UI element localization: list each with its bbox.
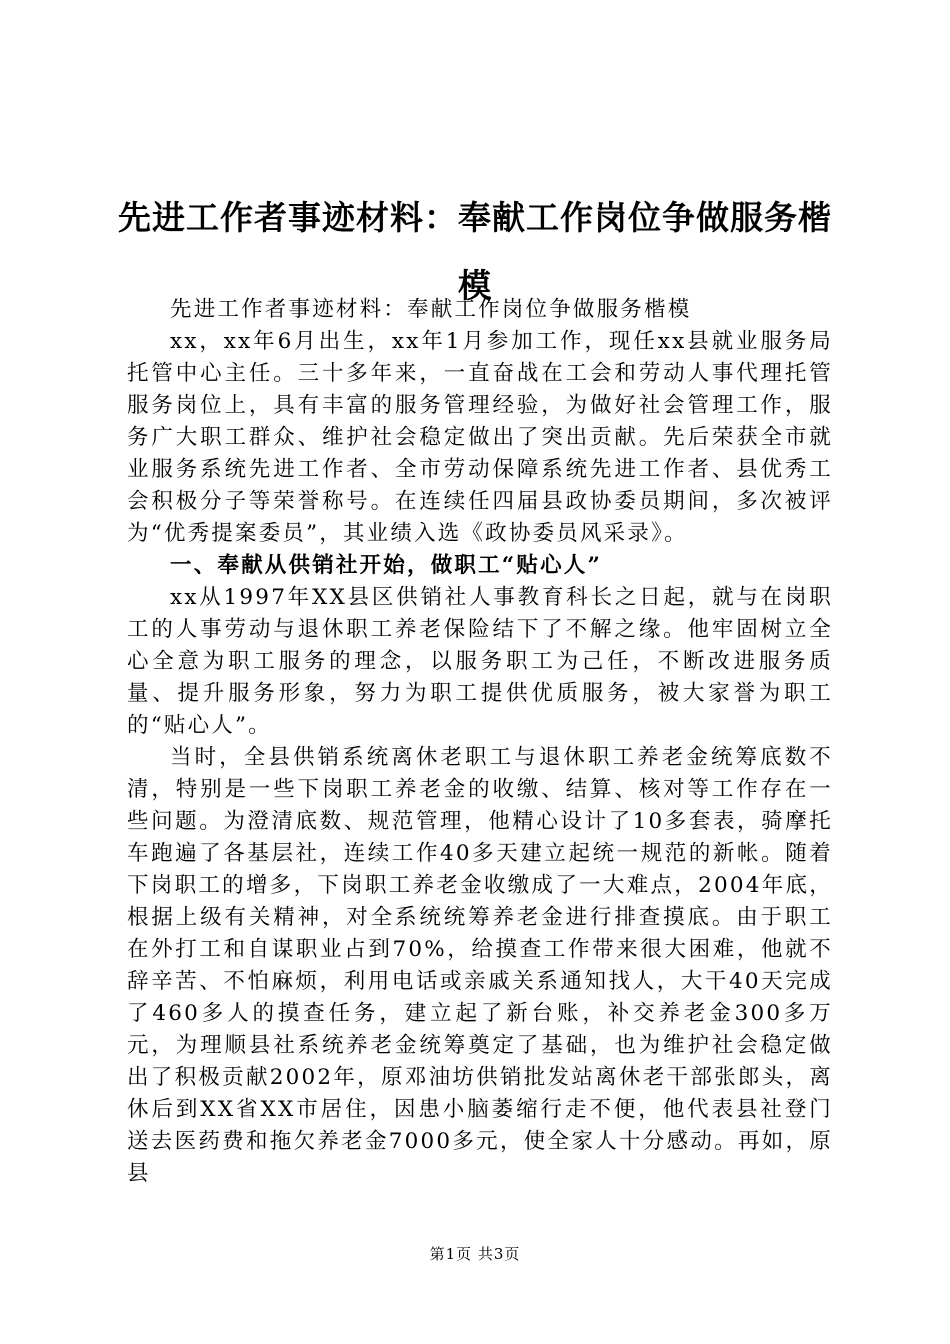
subtitle-paragraph: 先进工作者事迹材料：奉献工作岗位争做服务楷模 [170, 297, 692, 322]
body-paragraph: 当时，全县供销系统离休老职工与退休职工养老金统筹底数不清，特别是一些下岗职工养老金的收缴、结算、核对等工作存在一些问题。为澄清底数、规范管理，他精心设计了10多套表，骑摩托车跑遍了各基层社，连续工作40多天建立起统一规范的新帐。随着下岗职工的增多，下岗职工养老金收缴成了一大难点，2004年底，根据上级有关精神，对全系统统筹养老金进行排查摸底。由于职工在外打工和自谋职业占到70%，给摸查工作带来很大困难，他就不辞辛苦、不怕麻烦，利用电话或亲戚关系通知找人，大干40天完成了460多人的摸查任务，建立起了新台账，补交养老金300多万元，为理顺县社系统养老金统筹奠定了基础，也为维护社会稳定做出了积极贡献2002年，原邓油坊供销批发站离休老干部张郎头，离休后到XX省XX市居住，因患小脑萎缩行走不便，他代表县社登门送去医药费和拖欠养老金7000多元，使全家人十分感动。再如，原县 [127, 745, 833, 1186]
document-title: 先进工作者事迹材料：奉献工作岗位争做服务楷模 [118, 198, 832, 305]
page-number-footer: 第1页 共3页 [429, 1245, 521, 1263]
document-body [127, 294, 833, 1190]
intro-paragraph: xx，xx年6月出生，xx年1月参加工作，现任xx县就业服务局托管中心主任。三十多年来，一直奋战在工会和劳动人事代理托管服务岗位上，具有丰富的服务管理经验，为做好社会管理工作，服务广大职工群众、维护社会稳定做出了突出贡献。先后荣获全市就业服务系统先进工作者、全市劳动保障系统先进工作者、县优秀工会积极分子等荣誉称号。在连续任四届县政协委员期间，多次被评为“优秀提案委员”，其业绩入选《政协委员风采录》。 [127, 329, 833, 546]
section-heading: 一、奉献从供销社开始，做职工“贴心人” [170, 553, 603, 578]
body-paragraph: xx从1997年XX县区供销社人事教育科长之日起，就与在岗职工的人事劳动与退休职工养老保险结下了不解之缘。他牢固树立全心全意为职工服务的理念，以服务职工为己任，不断改进服务质量、提升服务形象，努力为职工提供优质服务，被大家誉为职工的“贴心人”。 [127, 585, 833, 738]
